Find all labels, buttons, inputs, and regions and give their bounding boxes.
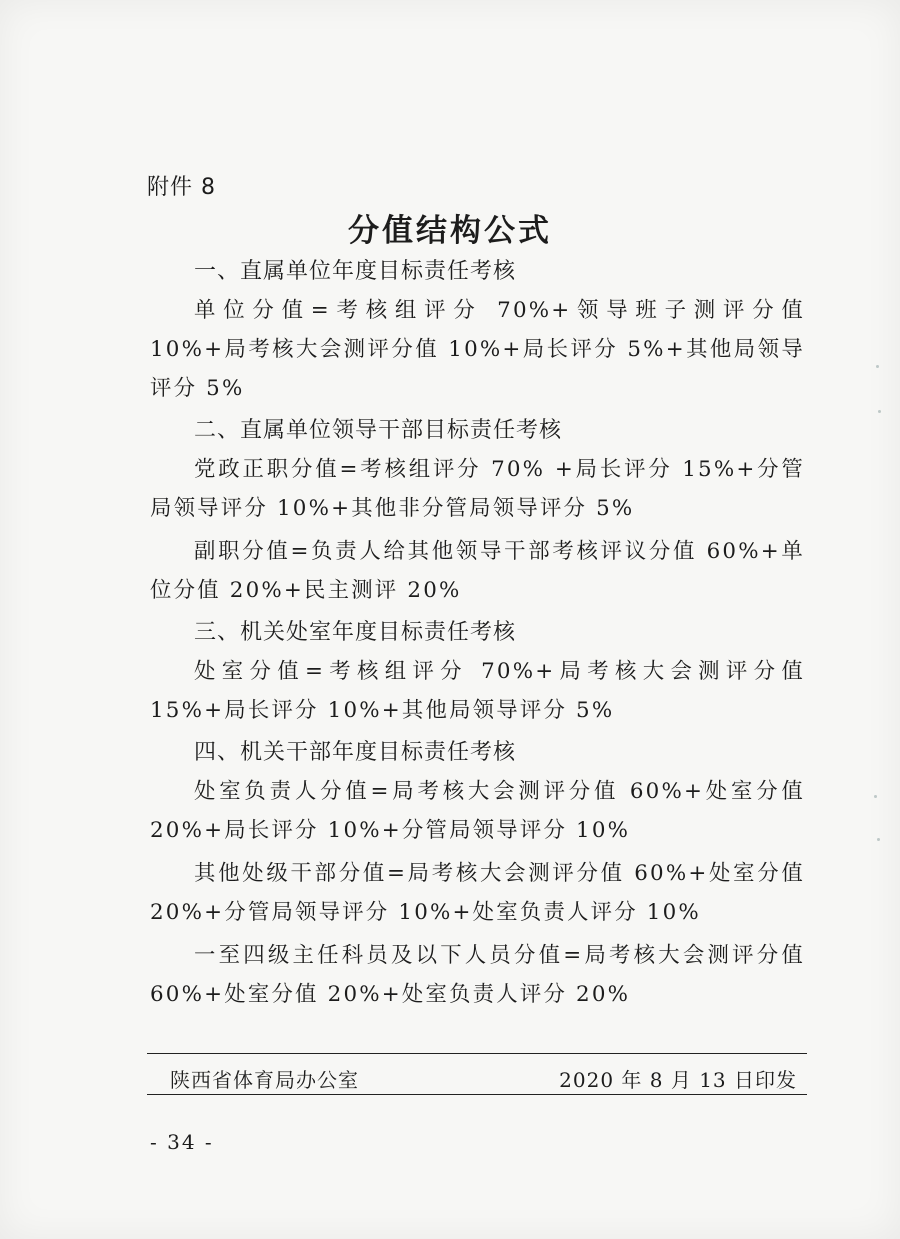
section-3 <box>150 614 805 730</box>
footer-date: 2020 年 8 月 13 日印发 <box>559 1068 797 1092</box>
formula-paragraph: 单位分值=考核组评分 70%+领导班子测评分值 10%+局考核大会测评分值 10%+局长评分 5%+其他局领导评分 5% <box>150 298 805 401</box>
section-heading: 一、直属单位年度目标责任考核 <box>194 259 517 284</box>
page-title: 分值结构公式 <box>348 213 552 249</box>
formula-paragraph: 处室分值=考核组评分 70%+局考核大会测评分值 15%+局长评分 10%+其他局领导评分 5% <box>150 659 805 723</box>
scan-speck <box>874 795 877 798</box>
section-1 <box>150 253 805 408</box>
footer-issuer: 陕西省体育局办公室 <box>170 1068 359 1092</box>
page-number: - 34 - <box>150 1130 214 1154</box>
formula-paragraph: 一至四级主任科员及以下人员分值=局考核大会测评分值 60%+处室分值 20%+处室负责人评分 20% <box>150 943 805 1007</box>
formula-paragraph: 党政正职分值=考核组评分 70% +局长评分 15%+分管局领导评分 10%+其他非分管局领导评分 5% <box>150 457 805 521</box>
footer-top-rule <box>147 1053 807 1054</box>
section-2 <box>150 412 805 610</box>
scan-speck <box>876 365 879 368</box>
scan-speck <box>877 838 880 841</box>
section-heading: 四、机关干部年度目标责任考核 <box>194 740 517 765</box>
formula-paragraph: 副职分值=负责人给其他领导干部考核评议分值 60%+单位分值 20%+民主测评 20% <box>150 539 805 603</box>
attachment-label: 附件 8 <box>147 175 216 200</box>
formula-paragraph: 处室负责人分值=局考核大会测评分值 60%+处室分值 20%+局长评分 10%+分管局领导评分 10% <box>150 779 805 843</box>
section-heading: 二、直属单位领导干部目标责任考核 <box>194 418 563 443</box>
section-heading: 三、机关处室年度目标责任考核 <box>194 620 517 645</box>
section-4 <box>150 734 805 1014</box>
footer-bottom-rule <box>147 1094 807 1095</box>
scan-speck <box>878 410 881 413</box>
document-body <box>150 253 805 1018</box>
formula-paragraph: 其他处级干部分值=局考核大会测评分值 60%+处室分值 20%+分管局领导评分 10%+处室负责人评分 10% <box>150 861 805 925</box>
